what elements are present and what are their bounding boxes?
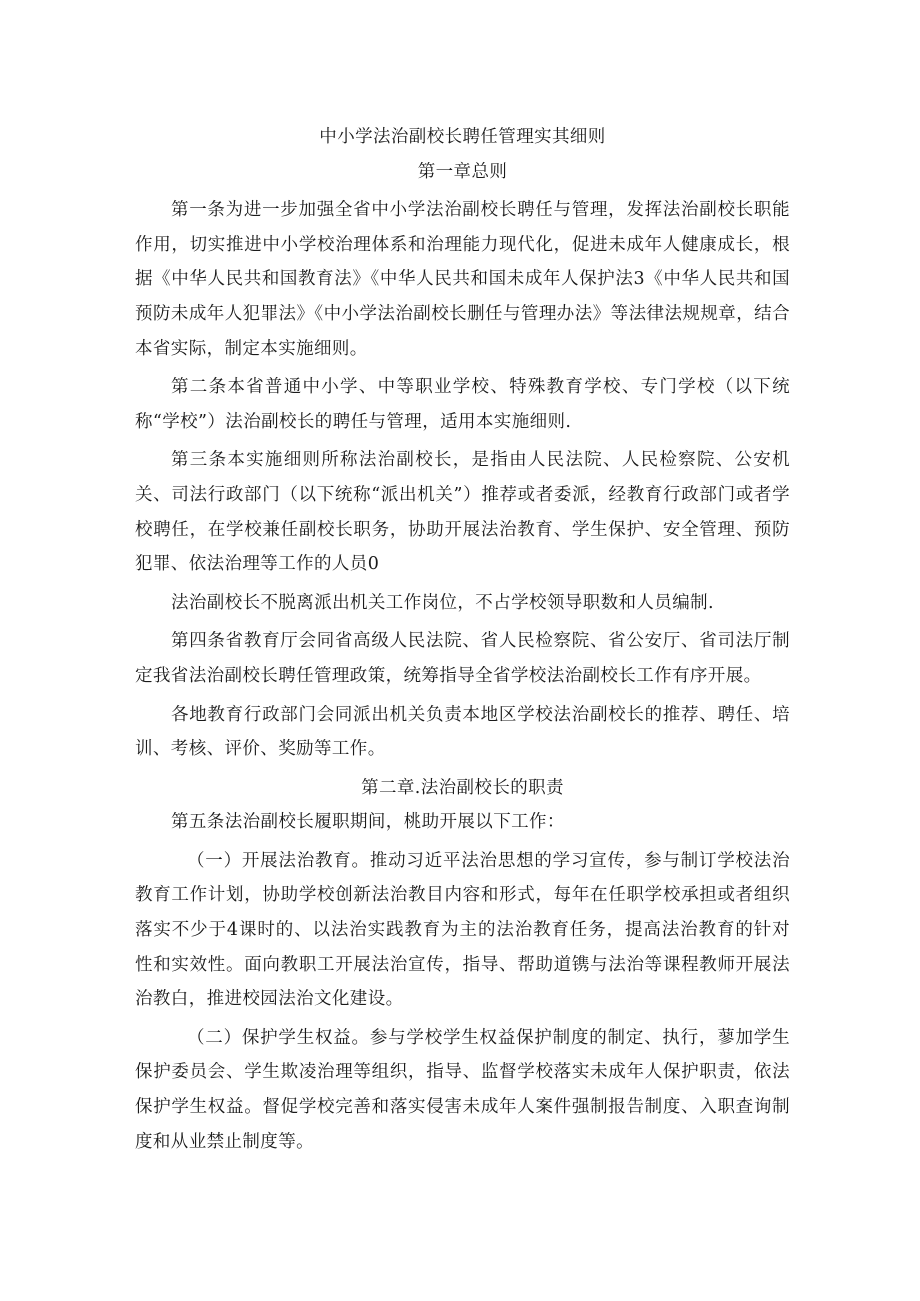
chapter-heading-general: 第一章总则 bbox=[417, 161, 508, 182]
document-body bbox=[135, 120, 790, 1159]
duty-item-2: （二）保护学生权益。参与学校学生权益保护制度的制定、执行，蓼加学生保护委员会、学生欺凌治理等组织，指导、监督学校落实未成年人保护职责，依法保护学生权益。督促学校完善和落实侵害未成年人案件强制报告制度、入职查询制度和从业禁止制度等。 bbox=[135, 1027, 790, 1152]
article-4: 第四条省教育厅会同省高级人民法院、省人民检察院、省公安厅、省司法厅制定我省法治副校长聘任管理政策，统筹指导全省学校法治副校长工作有序开展。 bbox=[135, 631, 790, 686]
article-5: 第五条法治副校长履职期间，桃助开展以下工作： bbox=[171, 812, 565, 833]
article-4-note: 各地教育行政部门会同派出机关负责本地区学校法治副校长的推荐、聘任、培训、考核、评价、奖励等工作。 bbox=[135, 704, 790, 760]
document-title: 中小学法治副校长聘任管理实其细则 bbox=[319, 127, 606, 147]
chapter-heading-duties: 第二章.法治副校长的职责 bbox=[361, 777, 564, 798]
article-2: 第二条本省普通中小学、中等职业学校、特殊教育学校、专门学校（以下统称“学校”）法治副校长的聘任与管理，适用本实施细则. bbox=[135, 377, 790, 432]
duty-item-1: （一）开展法治教育。推动习近平法治思想的学习宣传，参与制订学校法治教育工作计划，协助学校创新法治教目内容和形式，每年在任职学校承担或者组织落实不少于4课时的、以法治实践教育为主的法治教育任务，提高法治教育的针对性和实效性。面向教职工开展法治宣传，指导、帮助道镌与法治等课程教师开展法治教白，推进校园法治文化建设。 bbox=[135, 850, 790, 1010]
article-3-note: 法治副校长不脱离派出机关工作岗位，不占学校领导职数和人员编制. bbox=[171, 592, 714, 613]
article-1: 第一条为进一步加强全省中小学法治副校长聘任与管理，发挥法治副校长职能作用，切实推进中小学校治理体系和治理能力现代化，促进未成年人健康成长，根据《中华人民共和国教育法》《中华人民共和国未成年人保护法3《中华人民共和国预防未成年人犯罪法》《中小学法治副校长删任与管理办法》等法律法规规章，结合本省实际，制定本实施细则。 bbox=[135, 200, 790, 359]
article-3: 第三条本实施细则所称法治副校长，是指由人民法院、人民检察院、公安机关、司法行政部门（以下统称“派出机关”）推荐或者委派，经教育行政部门或者学校聘任，在学校兼任副校长职务，协助开展法治教育、学生保护、安全管理、预防犯罪、依法治理等工作的人员0 bbox=[135, 450, 790, 575]
